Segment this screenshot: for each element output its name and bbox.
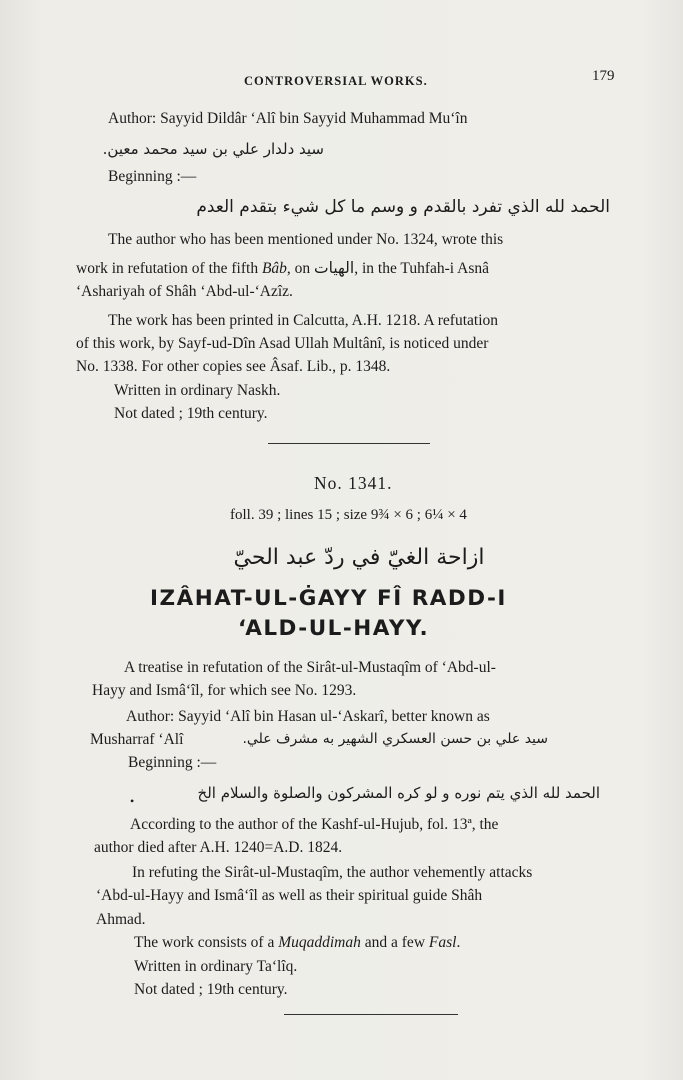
author-line: Author: Sayyid ‘Alî bin Hasan ul-‘Askarî, better known as: [126, 708, 490, 725]
paragraph-line: No. 1338. For other copies see Âsaf. Lib., p. 1348.: [76, 358, 391, 375]
paragraph-line: The author who has been mentioned under No. 1324, wrote this: [108, 231, 504, 248]
page-number: 179: [592, 68, 615, 84]
title-arabic: ازاحة الغيّ في ردّ عبد الحيّ: [233, 545, 485, 570]
running-title: CONTROVERSIAL WORKS.: [244, 74, 428, 88]
script-line: Written in ordinary Ta‘lîq.: [134, 958, 298, 975]
author-line: Musharraf ‘Alî: [90, 731, 184, 748]
author-line: Author: Sayyid Dildâr ‘Alî bin Sayyid Muhammad Mu‘în: [108, 110, 468, 127]
date-line: Not dated ; 19th century.: [134, 981, 288, 998]
paragraph-line: ‘Ashariyah of Shâh ‘Abd-ul-‘Azîz.: [76, 283, 293, 300]
beginning-arabic: الحمد لله الذي يتم نوره و لو كره المشركون والصلوة والسلام الخ: [197, 784, 600, 802]
paragraph-line: A treatise in refutation of the Sirât-ul-Mustaqîm of ‘Abd-ul-: [124, 659, 496, 676]
section-divider: [268, 443, 430, 444]
script-line: Written in ordinary Naskh.: [114, 382, 281, 399]
section-divider: [284, 1014, 458, 1015]
paragraph-line: work in refutation of the fifth Bâb, on الهيات, in the Tuhfah-i Asnâ: [76, 259, 489, 277]
paragraph-line: According to the author of the Kashf-ul-Hujub, fol. 13ª, the: [130, 816, 499, 833]
paragraph-line: Ahmad.: [96, 911, 146, 928]
paragraph-line: The work consists of a Muqaddimah and a few Fasl.: [134, 934, 461, 951]
paragraph-line: ‘Abd-ul-Hayy and Ismâ‘îl as well as their spiritual guide Shâh: [96, 887, 483, 904]
beginning-label: Beginning :—: [128, 754, 217, 771]
entry-number: No. 1341.: [314, 473, 393, 493]
paragraph-line: Hayy and Ismâ‘îl, for which see No. 1293.: [92, 682, 357, 699]
author-arabic: سيد دلدار علي بن سيد محمد معين.: [102, 140, 324, 158]
title-transliteration: ‘ALD-UL-HAYY.: [238, 616, 430, 641]
author-arabic: سيد علي بن حسن العسكري الشهير به مشرف علي.: [242, 731, 548, 747]
title-transliteration: IZÂHAT-UL-ĠAYY FÎ RADD-I: [150, 586, 507, 611]
paragraph-line: The work has been printed in Calcutta, A.H. 1218. A refutation: [108, 312, 498, 329]
paragraph-line: In refuting the Sirât-ul-Mustaqîm, the author vehemently attacks: [132, 864, 533, 881]
paragraph-line: author died after A.H. 1240=A.D. 1824.: [94, 839, 343, 856]
folio-details: foll. 39 ; lines 15 ; size 9¾ × 6 ; 6¼ × 4: [230, 507, 467, 523]
beginning-arabic: الحمد لله الذي تفرد بالقدم و وسم ما كل شيء بتقدم العدم: [196, 197, 610, 217]
paragraph-line: of this work, by Sayf-ud-Dîn Asad Ullah Multânî, is noticed under: [76, 335, 489, 352]
arabic-term: الهيات: [314, 259, 355, 277]
bullet-mark: •: [130, 794, 135, 808]
beginning-label: Beginning :—: [108, 168, 197, 185]
date-line: Not dated ; 19th century.: [114, 405, 268, 422]
